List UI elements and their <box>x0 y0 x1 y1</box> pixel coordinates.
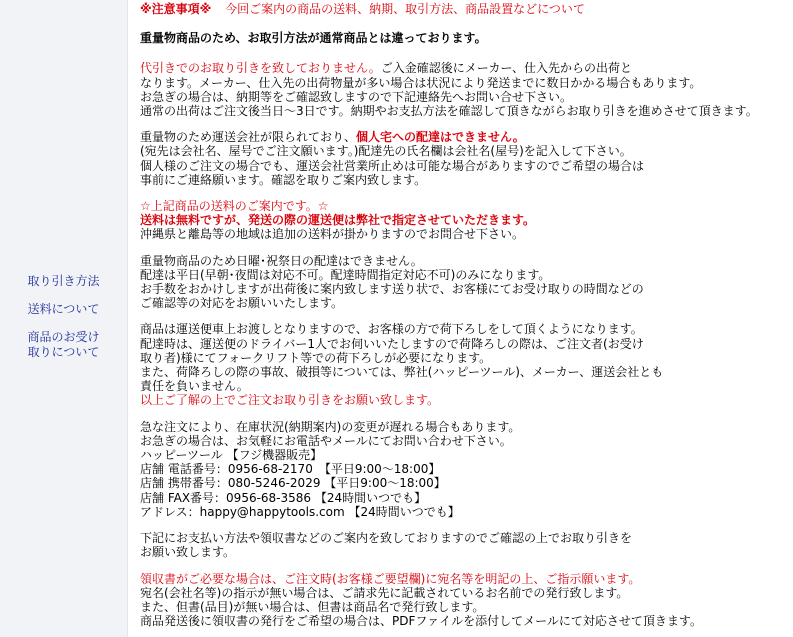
shipping-fee-free: 送料は無料ですが、発送の際の運送便は弊社で指定させていただきます。 <box>140 213 536 228</box>
unloading-line2: 配達時は、運送便のドライバー1人でお伺いいたしますので荷降ろしの際は、ご注文者(お受け <box>140 336 644 351</box>
unloading-line3: 取り者)様にてフォークリフト等での荷下ろしが必要になります。 <box>140 350 492 365</box>
unloading-section <box>140 322 788 407</box>
payment-info-section <box>140 531 788 559</box>
shop-fax: 店舗 FAX番号：0956-68-3586 【24時間いつでも】 <box>140 490 427 505</box>
payment-line2: なります。メーカー、仕入先の出荷物量が多い場合は状況により発送までに数日かかる場合もあります。 <box>140 75 702 90</box>
shop-mobile: 店舗 携帯番号：080-5246-2029 【平日9:00～18:00】 <box>140 476 446 491</box>
contact-line2: お急ぎの場合は、お気軽にお電話やメールにてお問い合わせ下さい。 <box>140 433 512 448</box>
notice-label: ※注意事項※ <box>140 2 212 16</box>
payment-line3: お急ぎの場合は、納期等をご確認致しますので下記連絡先へお問い合せ下さい。 <box>140 89 573 104</box>
unloading-line5: 責任を負いません。 <box>140 379 249 394</box>
notice-text: 今回ご案内の商品の送料、納期、取引方法、商品設置などについて <box>225 2 585 16</box>
receipt-section <box>140 572 788 629</box>
delivery-line3: 個人様のご注文の場合でも、運送会社営業所止めは可能な場合がありますのでご希望の場合は <box>140 158 645 173</box>
shop-name: ハッピーツール 【フジ機器販売】 <box>140 448 323 463</box>
contact-line1: 急な注文により、在庫状況(納期案内)の変更が遅れる場合もあります。 <box>140 419 521 434</box>
delivery-days-line2: 配達は平日(早朝･夜間は対応不可。配達時間指定対応不可)のみになります。 <box>140 267 551 282</box>
contact-section <box>140 420 788 519</box>
delivery-intro: 重量物のため運送会社が限られており、 <box>140 130 357 145</box>
payment-section <box>140 61 788 118</box>
shipping-fee-title: ☆上記商品の送料のご案内です。☆ <box>140 199 329 214</box>
page-heading: 重量物商品のため、お取引方法が通常商品とは違っております。 <box>140 31 487 46</box>
delivery-line4: 事前にご連絡願います。確認を取りご案内致します。 <box>140 172 427 187</box>
payment-line1: ご入金確認後にメーカー、仕入先からの出荷と <box>380 61 633 76</box>
unloading-line1: 商品は運送便車上お渡しとなりますので、お客様の方で荷下ろしをして頂くようになります。 <box>140 322 643 337</box>
shipping-fee-extra: 沖縄県と離島等の地域は追加の送料が掛かりますのでお問合せ下さい。 <box>140 227 525 242</box>
shipping-fee-section <box>140 199 788 242</box>
unloading-agreement: 以上ご了解の上でご注文お取り引きをお願い致します。 <box>140 393 440 408</box>
delivery-days-line1: 重量物商品のため日曜･祝祭日の配達はできません。 <box>140 253 423 268</box>
payment-info-line2: お願い致します。 <box>140 545 236 560</box>
delivery-warning: 個人宅への配達はできません。 <box>356 130 525 145</box>
sidebar <box>0 0 128 637</box>
sidebar-link-receiving-line2[interactable]: 取りについて <box>27 345 100 359</box>
receipt-line3: また、但書(品目)が無い場合は、但書は商品名で発行致します。 <box>140 599 485 614</box>
receipt-line4: 商品発送後に領収書の発行をご希望の場合は、PDFファイルを添付してメールにて対応させて頂きます。 <box>140 614 702 629</box>
delivery-section <box>140 130 788 187</box>
main-content <box>140 2 788 628</box>
payment-line4: 通常の出荷はご注文後当日～3日です。納期やお支払方法を確認して頂きながらお取り引きを進めさせて頂きます。 <box>140 104 758 119</box>
delivery-line2: (宛先は会社名、屋号でご注文願います。)配達先の氏名欄は会社名(屋号)を記入して下さい。 <box>140 144 632 159</box>
receipt-line2: 宛名(会社名等)の指示が無い場合は、ご請求先に記載されているお名前での発行致します。 <box>140 585 629 600</box>
delivery-days-line4: ご確認等の対応をお願いいたします。 <box>140 296 344 311</box>
payment-warning: 代引きでのお取り引きを致しておりません。 <box>140 61 381 76</box>
notice-header <box>140 2 788 16</box>
delivery-days-line3: お手数をおかけしますが出荷後に案内致します送り状で、お客様にてお受け取りの時間などの <box>140 282 644 297</box>
sidebar-link-shipping-fee[interactable]: 送料について <box>27 302 100 316</box>
sidebar-link-receiving-line1[interactable]: 商品のお受け <box>27 330 100 344</box>
receipt-notice: 領収書がご必要な場合は、ご注文時(お客様ご要望欄)に宛名等を明記の上、ご指示願います。 <box>140 571 641 586</box>
sidebar-link-trading-method[interactable]: 取り引き方法 <box>27 274 100 288</box>
shop-phone: 店舗 電話番号：0956-68-2170 【平日9:00～18:00】 <box>140 462 441 477</box>
shop-email: アドレス：happy@happytools.com 【24時間いつでも】 <box>140 504 460 519</box>
sidebar-link-receiving[interactable] <box>0 330 127 360</box>
payment-info-line1: 下記にお支払い方法や領収書などのご案内を致しておりますのでご確認の上でお取り引きを <box>140 531 633 546</box>
delivery-days-section <box>140 254 788 311</box>
unloading-line4: また、荷降ろしの際の事故、破損等については、弊社(ハッピーツール)、メーカー、運送会社とも <box>140 365 664 380</box>
